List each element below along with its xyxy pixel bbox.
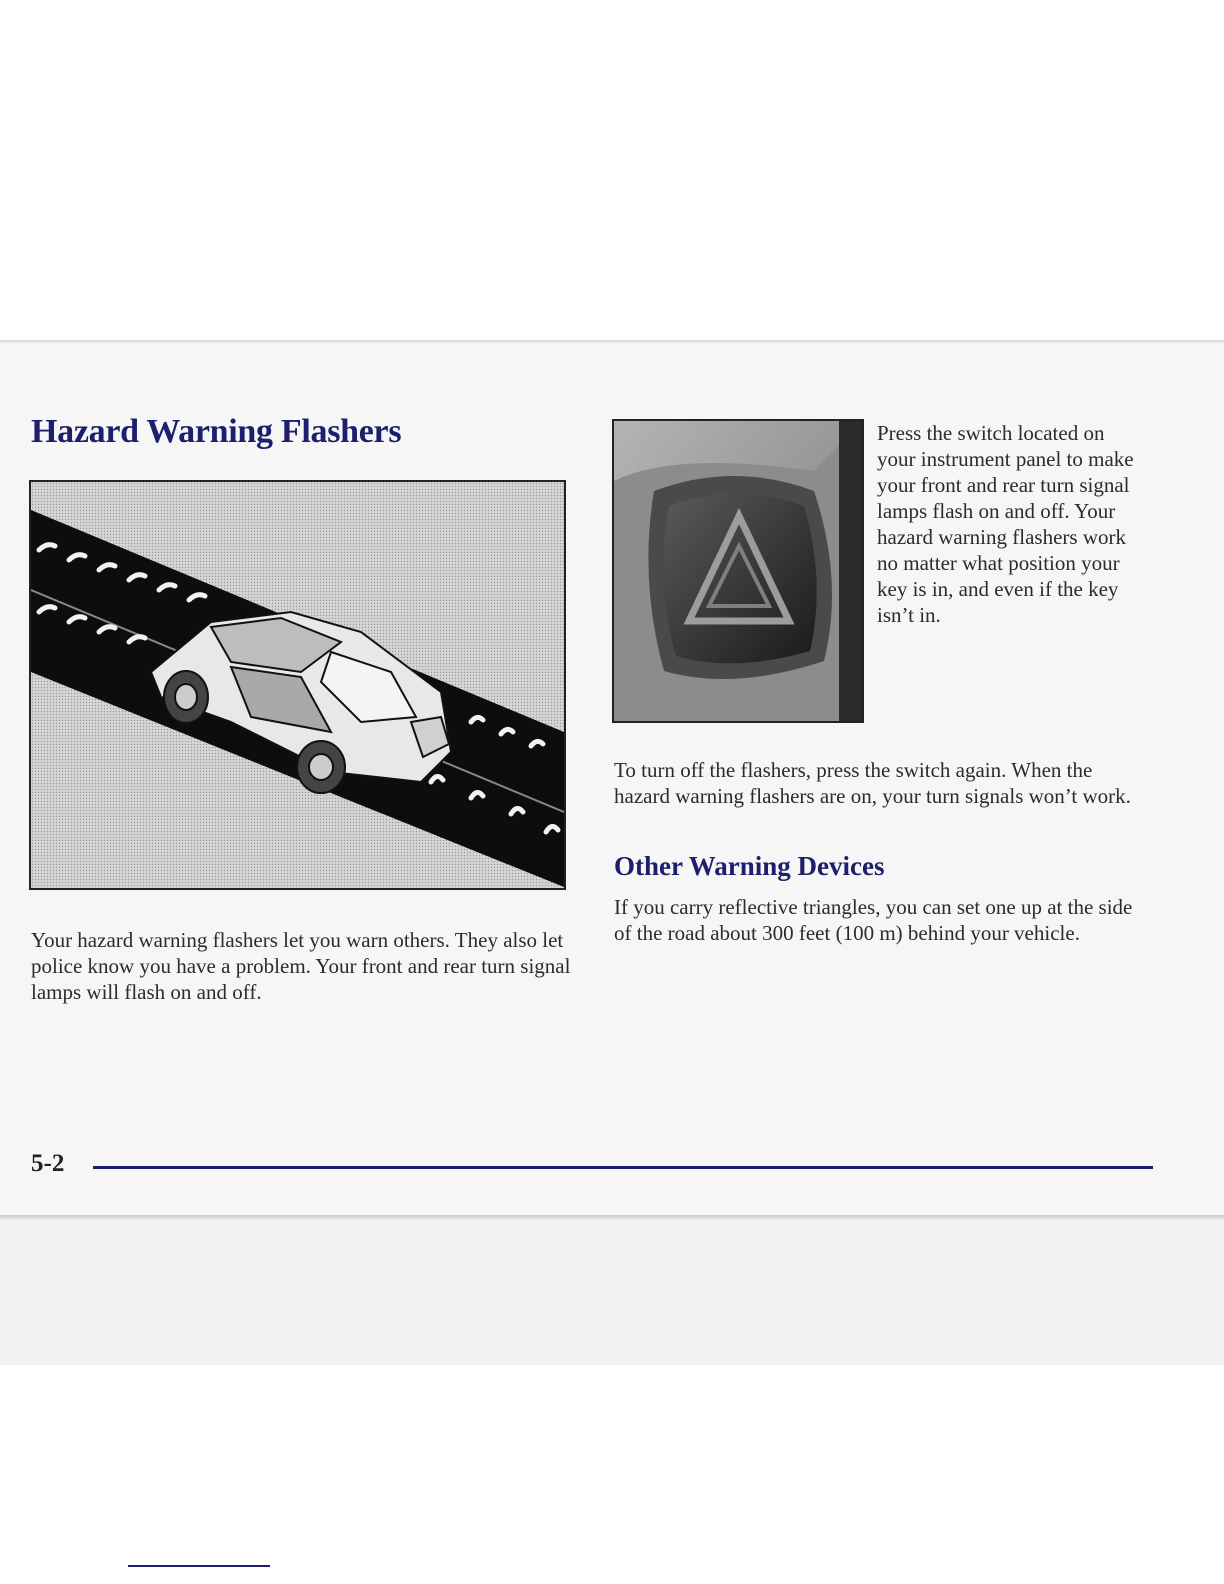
- page-lower-margin: [0, 1220, 1224, 1365]
- switch-instructions: Press the switch located on your instrument panel to make your front and rear turn signal lamps flash on and off. Your hazard warning flashers work no matter what position your key is in, and even if the key isn’t in.: [877, 421, 1134, 627]
- section-title: Hazard Warning Flashers: [31, 413, 402, 450]
- car-illustration: [29, 480, 566, 890]
- bottom-link-underline: [128, 1565, 270, 1567]
- hazard-triangle-icon: [614, 421, 862, 721]
- footer-rule: [93, 1166, 1153, 1169]
- page-number: 5-2: [31, 1150, 65, 1177]
- reflective-triangles-text: If you carry reflective triangles, you can set one up at the side of the road about 300 feet (100 m) behind your vehicle.: [614, 895, 1133, 945]
- turn-off-instructions: To turn off the flashers, press the switch again. When the hazard warning flashers are on, your turn signals won’t work.: [614, 758, 1131, 808]
- intro-paragraph: Your hazard warning flashers let you warn others. They also let police know you have a problem. Your front and rear turn signal lamps will flash on and off.: [31, 928, 571, 1004]
- car-flashing-lights-icon: [31, 482, 564, 888]
- subsection-title: Other Warning Devices: [614, 851, 885, 881]
- hazard-switch-photo: [612, 419, 864, 723]
